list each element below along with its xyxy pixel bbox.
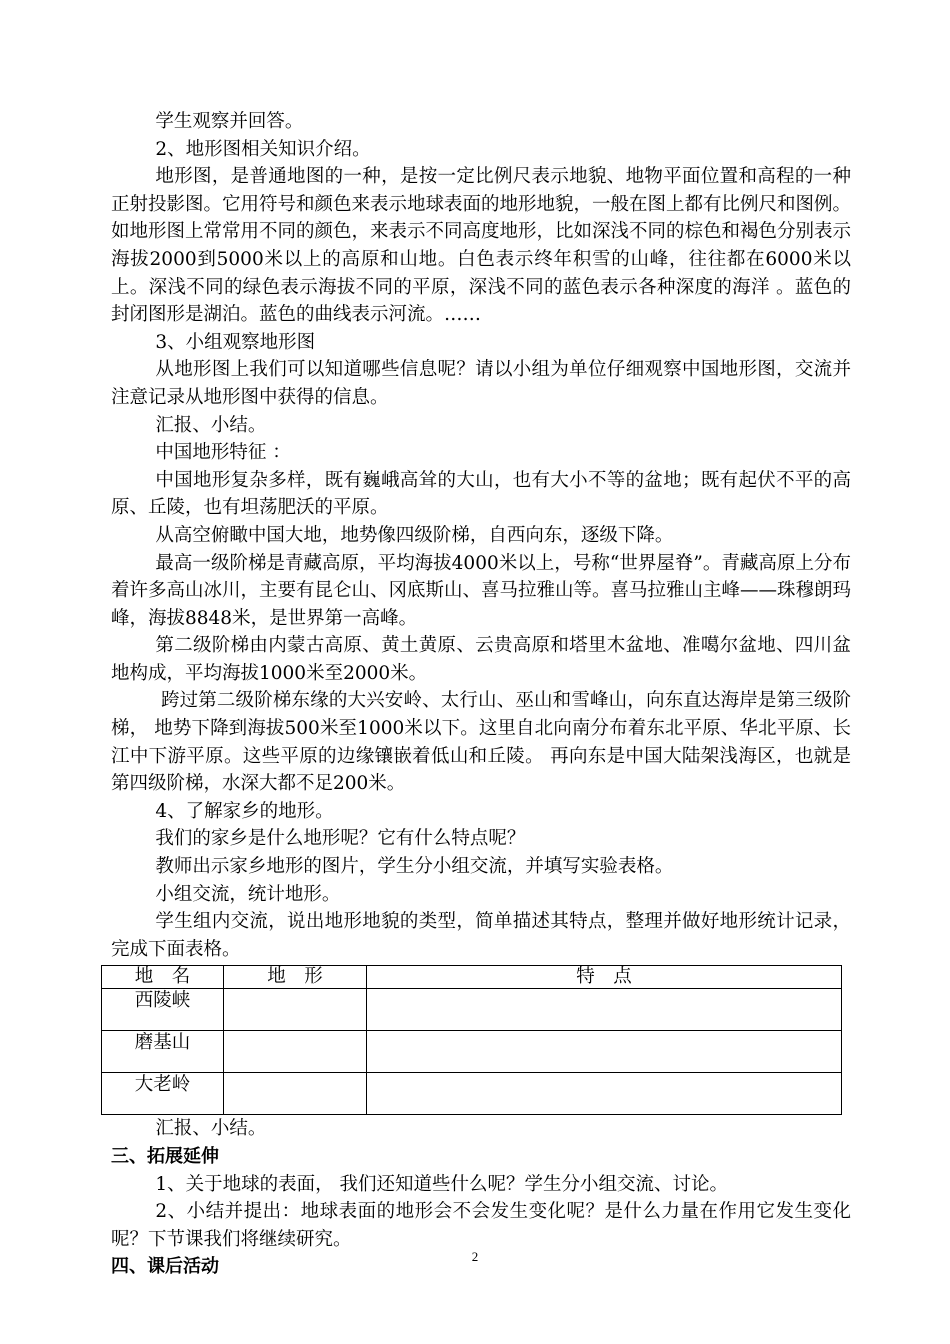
list-item: 2、小结并提出：地球表面的地形会不会发生变化呢？是什么力量在作用它发生变化呢？下节课我们将继续研究。 [111, 1201, 851, 1250]
paragraph: 教师出示家乡地形的图片，学生分小组交流，并填写实验表格。 [155, 856, 674, 878]
paragraph: 从地形图上我们可以知道哪些信息呢？请以小组为单位仔细观察中国地形图，交流并注意记录从地形图中获得的信息。 [111, 359, 851, 408]
table-cell [367, 1031, 842, 1073]
paragraph: 跨过第二级阶梯东缘的大兴安岭、太行山、巫山和雪峰山，向东直达海岸是第三级阶梯， 地势下降到海拔500米至1000米以下。这里自北向南分布着东北平原、华北平原、长江中下游平原。这些平原的边缘镶嵌着低山和丘陵。 再向东是中国大陆架浅海区，也就是第四级阶梯，水深大都不足200米。 [111, 690, 851, 795]
paragraph: 第二级阶梯由内蒙古高原、黄土黄原、云贵高原和塔里木盆地、准噶尔盆地、四川盆地构成，平均海拔1000米至2000米。 [111, 635, 851, 684]
paragraph: 学生观察并回答。 [155, 111, 304, 132]
table-cell [224, 1073, 367, 1115]
section-heading: 四、课后活动 [111, 1256, 219, 1278]
terrain-table [101, 965, 842, 1115]
table-header-row [102, 966, 842, 989]
paragraph: 汇报、小结。 [155, 414, 267, 436]
table-cell [367, 989, 842, 1031]
table-header: 地 名 [102, 966, 224, 989]
section-heading: 三、拓展延伸 [111, 1146, 219, 1167]
paragraph: 中国地形特征 ： [155, 442, 291, 464]
table-row [102, 989, 842, 1031]
list-item: 1、关于地球的表面， 我们还知道些什么呢？学生分小组交流、讨论。 [155, 1173, 729, 1195]
paragraph: 4、了解家乡的地形。 [155, 800, 334, 822]
paragraph: 汇报、小结。 [155, 1118, 267, 1140]
table-cell: 大老岭 [102, 1073, 224, 1115]
paragraph: 最高一级阶梯是青藏高原，平均海拔4000米以上，号称“世界屋脊”。青藏高原上分布着许多高山冰川，主要有昆仑山、冈底斯山、喜马拉雅山等。喜马拉雅山主峰——珠穆朗玛峰，海拔8848米，是世界第一高峰。 [111, 552, 852, 629]
paragraph: 中国地形复杂多样，既有巍峨高耸的大山，也有大小不等的盆地；既有起伏不平的高原、丘陵，也有坦荡肥沃的平原。 [111, 469, 851, 519]
table-cell: 西陵峡 [102, 989, 224, 1031]
document-page [111, 108, 851, 1281]
page-number: 2 [471, 1249, 479, 1264]
table-header: 地 形 [224, 966, 367, 989]
paragraph: 从高空俯瞰中国大地，地势像四级阶梯，自西向东，逐级下降。 [155, 524, 674, 546]
paragraph: 地形图，是普通地图的一种，是按一定比例尺表示地貌、地物平面位置和高程的一种正射投影图。它用符号和颜色来表示地球表面的地形地貌，一般在图上都有比例尺和图例。如地形图上常常用不同的颜色，来表示不同高度地形，比如深浅不同的棕色和褐色分别表示海拔2000到5000米以上的高原和山地。白色表示终年积雪的山峰，往往都在6000米以上。深浅不同的绿色表示海拔不同的平原，深浅不同的蓝色表示各种深度的海洋 。蓝色的封闭图形是湖泊。蓝色的曲线表示河流。…… [111, 166, 852, 326]
table-row [102, 1073, 842, 1115]
table-cell: 磨基山 [102, 1031, 224, 1073]
paragraph: 2、地形图相关知识介绍。 [155, 138, 371, 160]
paragraph: 学生组内交流，说出地形地貌的类型，简单描述其特点，整理并做好地形统计记录，完成下面表格。 [111, 911, 851, 960]
paragraph: 3、小组观察地形图 [155, 331, 316, 353]
table-row [102, 1031, 842, 1073]
paragraph: 我们的家乡是什么地形呢？它有什么特点呢？ [155, 828, 526, 850]
table-cell [224, 1031, 367, 1073]
table-cell [224, 989, 367, 1031]
table-cell [367, 1073, 842, 1115]
table-header: 特 点 [367, 966, 842, 989]
paragraph: 小组交流，统计地形。 [155, 883, 341, 905]
